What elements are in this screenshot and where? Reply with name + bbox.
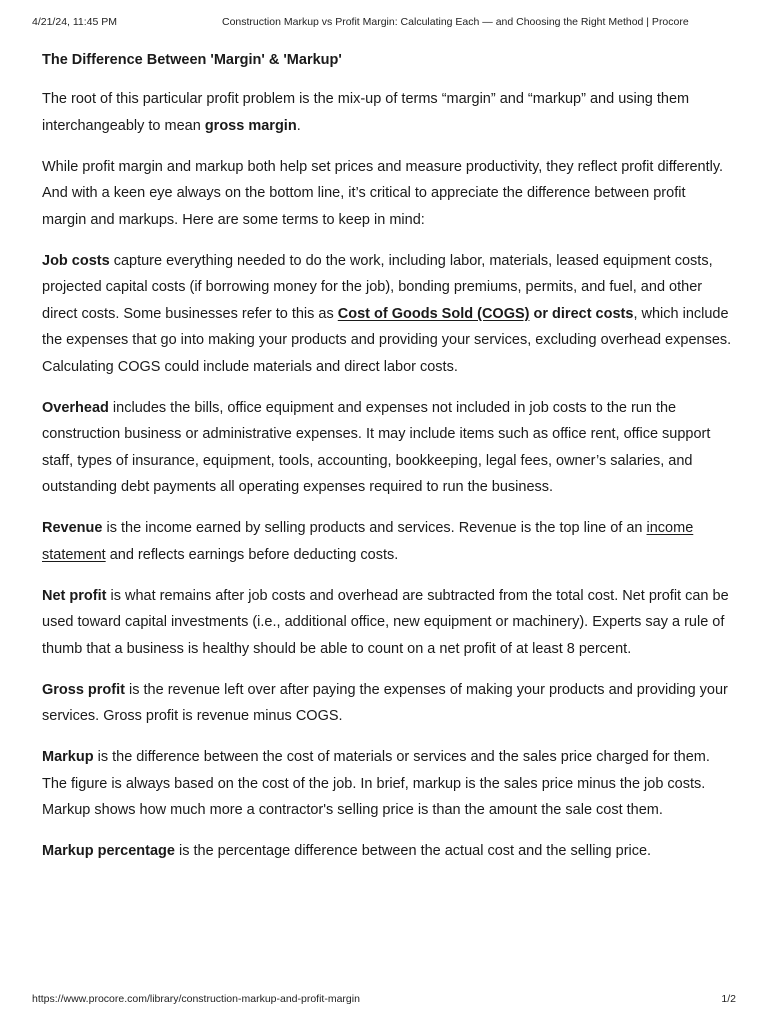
- markup-percentage-text: is the percentage difference between the actual cost and the selling price.: [174, 843, 652, 859]
- overhead-term: Overhead: [42, 399, 109, 416]
- revenue-text: is the income earned by selling products and services. Revenue is the top line of an: [102, 520, 647, 536]
- paragraph-comparison: While profit margin and markup both help set prices and measure productivity, they reflect profit differently. And with a keen eye always on the bottom line, it’s critical to appreciate the difference between profit margin and markups. Here are some terms to keep in mind:: [42, 158, 724, 228]
- intro-text: The root of this particular profit problem is the mix-up of terms “margin” and “markup” and using them interchangeably to mean: [42, 91, 690, 134]
- income-statement-link[interactable]: income statement: [42, 520, 694, 563]
- print-footer: [32, 993, 736, 1009]
- net-profit-text: is what remains after job costs and overhead are subtracted from the total cost. Net profit can be used toward capital investments (i.e., additional office, new equipment or machinery). Experts say a rule of thumb that a business is healthy should be able to count on a net profit of at least 8 percent.: [42, 587, 729, 657]
- job-costs-text: capture everything needed to do the work, including labor, materials, leased equipment costs, projected capital costs (if borrowing money for the job), bonding premiums, permits, and fuel, and other direct costs. Some businesses refer to this as: [42, 252, 713, 322]
- overhead-text: includes the bills, office equipment and expenses not included in job costs to the run the construction business or administrative expenses. It may include items such as office rent, office support staff, types of insurance, equipment, tools, accounting, bookkeeping, legal fees, owner’s salaries, and outstanding debt payments all operating expenses required to run the business.: [42, 399, 711, 495]
- paragraph-revenue: [42, 515, 732, 568]
- gross-margin-term: gross margin: [204, 117, 297, 134]
- job-costs-text-end: , which include the expenses that go into making your products and providing your services, excluding overhead expenses. Calculating COGS could include materials and direct labor costs.: [42, 305, 732, 375]
- markup-percentage-term: Markup percentage: [42, 843, 175, 859]
- direct-costs-term: or direct costs: [529, 305, 634, 322]
- job-costs-term: Job costs: [42, 252, 110, 269]
- net-profit-term: Net profit: [42, 587, 107, 604]
- markup-term: Markup: [42, 749, 94, 765]
- intro-end: .: [296, 117, 301, 134]
- print-datetime: 4/21/24, 11:45 PM: [32, 16, 118, 28]
- revenue-text-end: and reflects earnings before deducting costs.: [105, 546, 399, 563]
- paragraph-intro: [42, 86, 732, 139]
- cogs-link[interactable]: Cost of Goods Sold (COGS): [337, 305, 530, 322]
- gross-profit-text: is the revenue left over after paying the expenses of making your products and providing your services. Gross profit is revenue minus COGS.: [42, 681, 728, 724]
- article-body: [42, 50, 732, 879]
- paragraph-gross-profit: [42, 677, 732, 730]
- page-url: https://www.procore.com/library/construction-markup-and-profit-margin: [32, 993, 360, 1005]
- revenue-term: Revenue: [42, 520, 103, 536]
- paragraph-markup-percentage: [42, 838, 732, 865]
- markup-text: is the difference between the cost of materials or services and the sales price charged for them. The figure is always based on the cost of the job. In brief, markup is the sales price minus the job costs. Markup shows how much more a contractor's selling price is than the amount the sale cost them.: [42, 749, 710, 818]
- paragraph-net-profit: [42, 583, 732, 663]
- paragraph-markup: [42, 744, 732, 824]
- print-page-title: Construction Markup vs Profit Margin: Calculating Each — and Choosing the Right Method | Procore: [222, 16, 689, 28]
- section-heading: The Difference Between 'Margin' & 'Markup': [42, 52, 342, 68]
- print-header: [32, 16, 736, 32]
- gross-profit-term: Gross profit: [42, 681, 125, 698]
- paragraph-overhead: [42, 395, 732, 501]
- paragraph-job-costs: [42, 248, 732, 381]
- page-number: 1/2: [721, 993, 736, 1005]
